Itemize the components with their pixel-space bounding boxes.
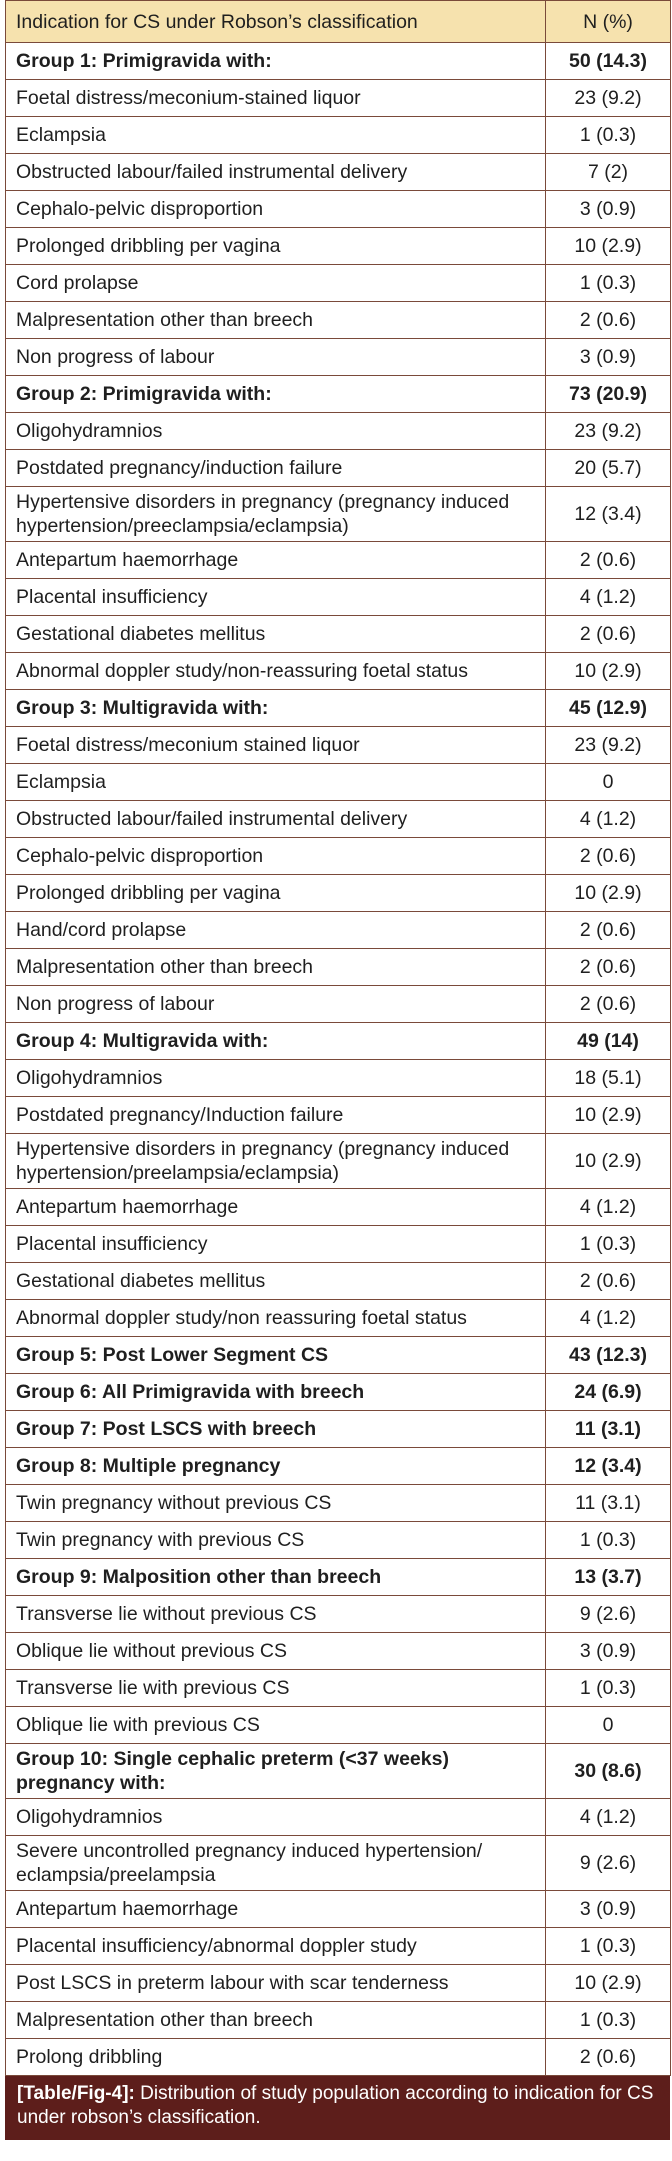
indication-cell: Hand/cord prolapse: [6, 912, 546, 949]
indication-cell: Oligohydramnios: [6, 413, 546, 450]
n-percent-cell: 10 (2.9): [546, 1134, 671, 1189]
table-row: [6, 1097, 671, 1134]
indication-cell: Malpresentation other than breech: [6, 2002, 546, 2039]
indication-cell: Cord prolapse: [6, 265, 546, 302]
n-percent-cell: 10 (2.9): [546, 1965, 671, 2002]
table-row: [6, 949, 671, 986]
indication-cell: Antepartum haemorrhage: [6, 1891, 546, 1928]
indication-cell: Prolonged dribbling per vagina: [6, 875, 546, 912]
indication-cell: Hypertensive disorders in pregnancy (pregnancy induced hypertension/preelampsia/eclampsia): [6, 1134, 546, 1189]
indication-cell: Postdated pregnancy/induction failure: [6, 450, 546, 487]
n-percent-cell: 1 (0.3): [546, 265, 671, 302]
indication-cell: Antepartum haemorrhage: [6, 542, 546, 579]
table-row: [6, 413, 671, 450]
indication-cell: Abnormal doppler study/non-reassuring foetal status: [6, 653, 546, 690]
table-row: [6, 2002, 671, 2039]
n-percent-cell: 30 (8.6): [546, 1744, 671, 1799]
n-percent-cell: 2 (0.6): [546, 949, 671, 986]
n-percent-cell: 49 (14): [546, 1023, 671, 1060]
table-row: [6, 1300, 671, 1337]
caption-text: Distribution of study population according to indication for CS under robson’s classification.: [17, 2083, 654, 2128]
indication-cell: Group 2: Primigravida with:: [6, 376, 546, 413]
n-percent-cell: 13 (3.7): [546, 1559, 671, 1596]
indication-cell: Oligohydramnios: [6, 1799, 546, 1836]
table-row: [6, 1485, 671, 1522]
table-row: [6, 1928, 671, 1965]
n-percent-cell: 45 (12.9): [546, 690, 671, 727]
group-row: [6, 1337, 671, 1374]
n-percent-cell: 0: [546, 764, 671, 801]
n-percent-cell: 20 (5.7): [546, 450, 671, 487]
n-percent-cell: 11 (3.1): [546, 1411, 671, 1448]
indication-cell: Gestational diabetes mellitus: [6, 1263, 546, 1300]
table-row: [6, 450, 671, 487]
indication-cell: Oblique lie without previous CS: [6, 1633, 546, 1670]
figure-caption: [5, 2076, 670, 2140]
table-row: [6, 2039, 671, 2076]
n-percent-cell: 50 (14.3): [546, 43, 671, 80]
table-row: [6, 1134, 671, 1189]
indication-cell: Severe uncontrolled pregnancy induced hypertension/ eclampsia/preelampsia: [6, 1836, 546, 1891]
n-percent-cell: 2 (0.6): [546, 912, 671, 949]
group-row: [6, 1023, 671, 1060]
group-row: [6, 1559, 671, 1596]
indication-cell: Transverse lie with previous CS: [6, 1670, 546, 1707]
indication-cell: Foetal distress/meconium-stained liquor: [6, 80, 546, 117]
n-percent-cell: 2 (0.6): [546, 2039, 671, 2076]
indication-cell: Antepartum haemorrhage: [6, 1189, 546, 1226]
table-row: [6, 764, 671, 801]
n-percent-cell: 4 (1.2): [546, 579, 671, 616]
n-percent-cell: 4 (1.2): [546, 801, 671, 838]
table-row: [6, 117, 671, 154]
indication-cell: Oligohydramnios: [6, 1060, 546, 1097]
table-row: [6, 838, 671, 875]
indication-cell: Malpresentation other than breech: [6, 949, 546, 986]
table-row: [6, 542, 671, 579]
caption-label: [Table/Fig-4]:: [17, 2083, 135, 2104]
indication-cell: Gestational diabetes mellitus: [6, 616, 546, 653]
table-row: [6, 579, 671, 616]
n-percent-cell: 1 (0.3): [546, 117, 671, 154]
indication-cell: Abnormal doppler study/non reassuring foetal status: [6, 1300, 546, 1337]
indication-cell: Post LSCS in preterm labour with scar tenderness: [6, 1965, 546, 2002]
n-percent-cell: 3 (0.9): [546, 191, 671, 228]
n-percent-cell: 12 (3.4): [546, 1448, 671, 1485]
table-row: [6, 1707, 671, 1744]
table-header-row: [6, 1, 671, 43]
n-percent-cell: 9 (2.6): [546, 1596, 671, 1633]
n-percent-cell: 2 (0.6): [546, 838, 671, 875]
indication-cell: Group 3: Multigravida with:: [6, 690, 546, 727]
indication-cell: Twin pregnancy with previous CS: [6, 1522, 546, 1559]
table-row: [6, 653, 671, 690]
n-percent-cell: 10 (2.9): [546, 228, 671, 265]
indication-cell: Cephalo-pelvic disproportion: [6, 838, 546, 875]
n-percent-cell: 2 (0.6): [546, 302, 671, 339]
indication-cell: Prolong dribbling: [6, 2039, 546, 2076]
table-row: [6, 1226, 671, 1263]
group-row: [6, 376, 671, 413]
table-row: [6, 265, 671, 302]
table-row: [6, 1263, 671, 1300]
indication-cell: Group 5: Post Lower Segment CS: [6, 1337, 546, 1374]
indication-cell: Placental insufficiency: [6, 579, 546, 616]
table-row: [6, 339, 671, 376]
n-percent-cell: 7 (2): [546, 154, 671, 191]
n-percent-cell: 10 (2.9): [546, 1097, 671, 1134]
indication-cell: Group 1: Primigravida with:: [6, 43, 546, 80]
group-row: [6, 1744, 671, 1799]
n-percent-cell: 43 (12.3): [546, 1337, 671, 1374]
n-percent-cell: 1 (0.3): [546, 1226, 671, 1263]
indication-cell: Group 7: Post LSCS with breech: [6, 1411, 546, 1448]
indication-column-header: Indication for CS under Robson’s classification: [6, 1, 546, 43]
table-row: [6, 1189, 671, 1226]
n-percent-cell: 3 (0.9): [546, 339, 671, 376]
table-row: [6, 1633, 671, 1670]
indication-cell: Hypertensive disorders in pregnancy (pregnancy induced hypertension/preeclampsia/eclampsia): [6, 487, 546, 542]
indication-cell: Group 6: All Primigravida with breech: [6, 1374, 546, 1411]
indication-cell: Transverse lie without previous CS: [6, 1596, 546, 1633]
n-percent-cell: 1 (0.3): [546, 2002, 671, 2039]
indication-cell: Postdated pregnancy/Induction failure: [6, 1097, 546, 1134]
n-percent-cell: 2 (0.6): [546, 616, 671, 653]
table-figure: [5, 0, 670, 2140]
indication-cell: Eclampsia: [6, 117, 546, 154]
n-percent-cell: 1 (0.3): [546, 1928, 671, 1965]
table-row: [6, 1596, 671, 1633]
n-percent-cell: 23 (9.2): [546, 727, 671, 764]
n-percent-cell: 18 (5.1): [546, 1060, 671, 1097]
indication-cell: Non progress of labour: [6, 986, 546, 1023]
table-row: [6, 801, 671, 838]
indication-cell: Oblique lie with previous CS: [6, 1707, 546, 1744]
table-row: [6, 1670, 671, 1707]
table-body: [6, 43, 671, 2076]
indication-cell: Twin pregnancy without previous CS: [6, 1485, 546, 1522]
n-percent-cell: 1 (0.3): [546, 1522, 671, 1559]
table-row: [6, 912, 671, 949]
robson-table: [5, 0, 671, 2076]
indication-cell: Non progress of labour: [6, 339, 546, 376]
n-percent-cell: 24 (6.9): [546, 1374, 671, 1411]
table-row: [6, 1965, 671, 2002]
table-row: [6, 1522, 671, 1559]
table-row: [6, 986, 671, 1023]
group-row: [6, 1411, 671, 1448]
table-row: [6, 1060, 671, 1097]
indication-cell: Group 4: Multigravida with:: [6, 1023, 546, 1060]
indication-cell: Obstructed labour/failed instrumental delivery: [6, 154, 546, 191]
table-row: [6, 1836, 671, 1891]
table-row: [6, 616, 671, 653]
indication-cell: Placental insufficiency/abnormal doppler study: [6, 1928, 546, 1965]
group-row: [6, 1374, 671, 1411]
table-row: [6, 875, 671, 912]
n-percent-cell: 23 (9.2): [546, 413, 671, 450]
table-row: [6, 302, 671, 339]
n-percent-cell: 1 (0.3): [546, 1670, 671, 1707]
n-percent-cell: 73 (20.9): [546, 376, 671, 413]
n-percent-column-header: N (%): [546, 1, 671, 43]
n-percent-cell: 10 (2.9): [546, 653, 671, 690]
n-percent-cell: 3 (0.9): [546, 1633, 671, 1670]
group-row: [6, 690, 671, 727]
indication-cell: Group 10: Single cephalic preterm (<37 weeks) pregnancy with:: [6, 1744, 546, 1799]
n-percent-cell: 2 (0.6): [546, 1263, 671, 1300]
table-row: [6, 191, 671, 228]
n-percent-cell: 4 (1.2): [546, 1799, 671, 1836]
n-percent-cell: 12 (3.4): [546, 487, 671, 542]
table-row: [6, 80, 671, 117]
table-row: [6, 1891, 671, 1928]
indication-cell: Placental insufficiency: [6, 1226, 546, 1263]
table-row: [6, 487, 671, 542]
n-percent-cell: 2 (0.6): [546, 542, 671, 579]
n-percent-cell: 2 (0.6): [546, 986, 671, 1023]
table-row: [6, 154, 671, 191]
indication-cell: Eclampsia: [6, 764, 546, 801]
n-percent-cell: 4 (1.2): [546, 1300, 671, 1337]
n-percent-cell: 10 (2.9): [546, 875, 671, 912]
n-percent-cell: 3 (0.9): [546, 1891, 671, 1928]
indication-cell: Group 9: Malposition other than breech: [6, 1559, 546, 1596]
n-percent-cell: 0: [546, 1707, 671, 1744]
table-row: [6, 228, 671, 265]
n-percent-cell: 11 (3.1): [546, 1485, 671, 1522]
table-row: [6, 727, 671, 764]
indication-cell: Foetal distress/meconium stained liquor: [6, 727, 546, 764]
table-row: [6, 1799, 671, 1836]
indication-cell: Obstructed labour/failed instrumental delivery: [6, 801, 546, 838]
n-percent-cell: 23 (9.2): [546, 80, 671, 117]
indication-cell: Cephalo-pelvic disproportion: [6, 191, 546, 228]
n-percent-cell: 9 (2.6): [546, 1836, 671, 1891]
group-row: [6, 43, 671, 80]
indication-cell: Malpresentation other than breech: [6, 302, 546, 339]
indication-cell: Group 8: Multiple pregnancy: [6, 1448, 546, 1485]
group-row: [6, 1448, 671, 1485]
indication-cell: Prolonged dribbling per vagina: [6, 228, 546, 265]
n-percent-cell: 4 (1.2): [546, 1189, 671, 1226]
